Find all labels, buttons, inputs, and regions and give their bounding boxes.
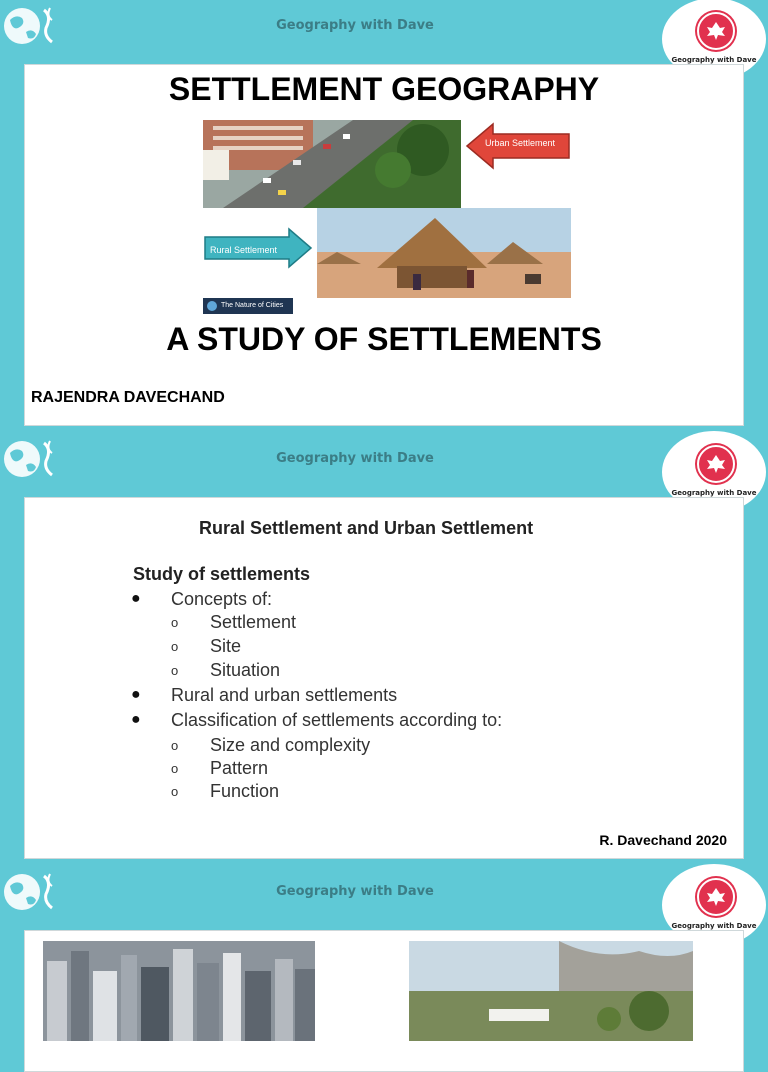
logo-caption: Geography with Dave [671, 922, 757, 930]
bullet-circle-icon: o [171, 761, 179, 776]
list-item: Situation [210, 660, 281, 680]
author-name: RAJENDRA DAVECHAND [31, 389, 225, 406]
slide-3 [0, 866, 768, 1024]
bullet-dot-icon: ● [131, 711, 141, 728]
globe-small-icon [207, 301, 217, 311]
brand-title: Geography with Dave [276, 18, 434, 33]
logo-caption: Geography with Dave [671, 56, 757, 64]
page-title: SETTLEMENT GEOGRAPHY [168, 71, 600, 107]
list-item: Size and complexity [210, 735, 371, 755]
logo-leaf-icon [705, 453, 727, 475]
urban-photo [203, 120, 461, 208]
slide-2-page [24, 497, 744, 859]
slide-3-page [24, 930, 744, 1072]
urban-settlement-label: Urban Settlement [485, 138, 556, 148]
bullet-dot-icon: ● [131, 590, 141, 607]
image-credit: The Nature of Cities [203, 298, 293, 314]
list-item: Rural and urban settlements [171, 685, 398, 705]
countryside-photo [409, 941, 693, 1041]
logo-leaf-icon [705, 20, 727, 42]
brand-title: Geography with Dave [276, 451, 434, 466]
bullet-circle-icon: o [171, 784, 179, 799]
list-item: Pattern [210, 758, 269, 778]
slide-credit: R. Davechand 2020 [599, 832, 727, 848]
list-item: Settlement [210, 612, 297, 632]
rural-settlement-label: Rural Settlement [210, 245, 278, 255]
bullet-circle-icon: o [171, 615, 179, 630]
page-subtitle: A STUDY OF SETTLEMENTS [166, 321, 602, 357]
bullet-circle-icon: o [171, 738, 179, 753]
slide-2 [0, 433, 768, 866]
brand-title: Geography with Dave [276, 884, 434, 899]
list-item: Concepts of: [171, 589, 273, 609]
slide-1-page [24, 64, 744, 426]
bullet-dot-icon: ● [131, 686, 141, 703]
list-item: Function [210, 781, 280, 801]
rural-photo [317, 208, 571, 298]
bullet-circle-icon: o [171, 639, 179, 654]
list-item: Site [210, 636, 242, 656]
bullet-circle-icon: o [171, 663, 179, 678]
logo-leaf-icon [705, 886, 727, 908]
logo-caption: Geography with Dave [671, 489, 757, 497]
section-heading: Study of settlements [133, 564, 311, 584]
city-photo [43, 941, 315, 1041]
slide-heading: Rural Settlement and Urban Settlement [199, 518, 534, 538]
slide-1 [0, 0, 768, 433]
list-item: Classification of settlements according to: [171, 710, 503, 730]
